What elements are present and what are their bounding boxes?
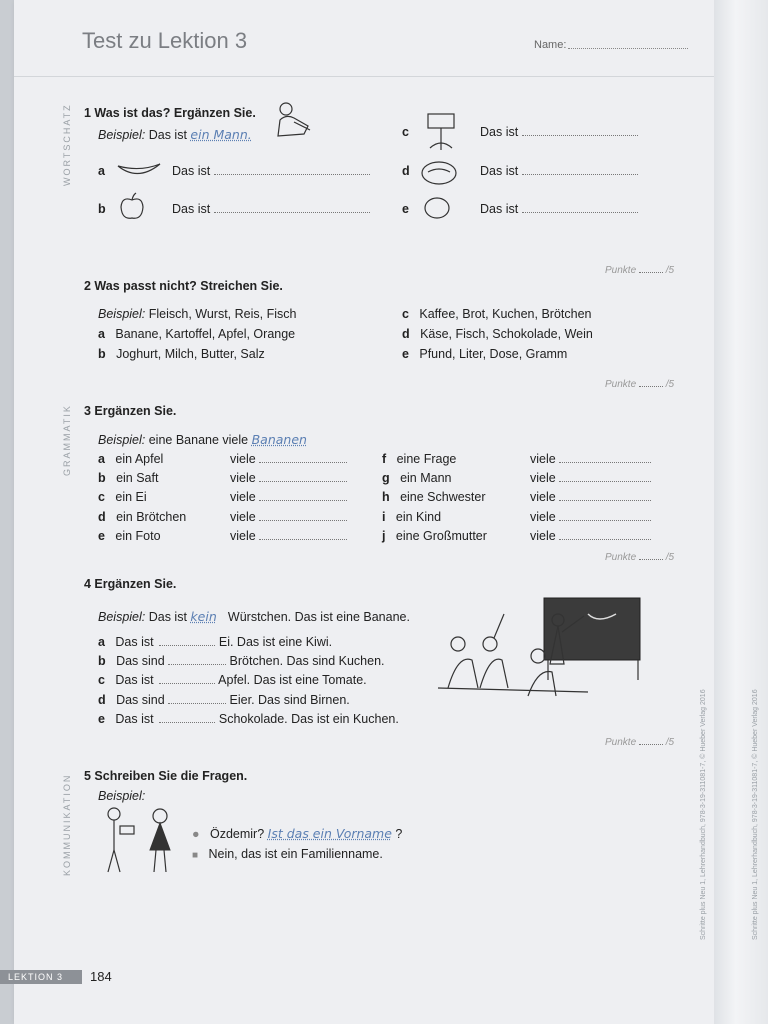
question-post: ?	[395, 827, 403, 841]
item-prompt: Das ist	[480, 125, 519, 139]
viele-answer	[530, 471, 651, 485]
question-pre: Özdemir?	[209, 827, 265, 841]
classroom-illustration	[438, 584, 646, 702]
viele-answer	[530, 490, 651, 504]
side-label-kommunikation: KOMMUNIKATION	[62, 773, 72, 876]
man-icon	[270, 100, 314, 138]
banana-icon	[116, 160, 162, 180]
example-post: Würstchen. Das ist eine Banane.	[227, 610, 410, 624]
answer-blank[interactable]	[214, 202, 370, 213]
item-letter: g	[382, 471, 390, 485]
example-text: Das ist	[148, 128, 187, 142]
example-label: Beispiel:	[98, 307, 146, 321]
item-prompt: Das ist	[480, 164, 519, 178]
list-item	[98, 510, 186, 524]
item-letter: c	[98, 673, 105, 687]
page-title: Test zu Lektion 3	[82, 28, 248, 53]
example-pre: Das ist	[148, 610, 187, 624]
item-text: Pfund, Liter, Dose, Gramm	[419, 347, 568, 361]
list-item	[382, 490, 486, 504]
answer-blank[interactable]	[522, 202, 638, 213]
item-prompt: Das ist	[480, 202, 519, 216]
item-pre: Das ist	[115, 712, 154, 726]
exercise-2-title: 2 Was passt nicht? Streichen Sie.	[84, 279, 283, 293]
list-item	[98, 673, 367, 687]
item-post: Schokolade. Das ist ein Kuchen.	[218, 712, 399, 726]
example-text: Fleisch, Wurst, Reis, Fisch	[148, 307, 297, 321]
list-item	[98, 693, 350, 707]
item-letter: d	[98, 510, 106, 524]
item-text: Joghurt, Milch, Butter, Salz	[116, 347, 265, 361]
item-text: Kaffee, Brot, Kuchen, Brötchen	[419, 307, 592, 321]
item-letter: d	[402, 327, 410, 341]
viele-label: viele	[530, 510, 556, 524]
points-label: Punkte	[605, 265, 637, 276]
points-label: Punkte	[605, 379, 637, 390]
header-divider	[14, 76, 714, 77]
side-label-grammatik: GRAMMATIK	[62, 404, 72, 476]
item-letter: b	[98, 471, 106, 485]
side-label-wortschatz: WORTSCHATZ	[62, 103, 72, 186]
exercise-1-title: 1 Was ist das? Ergänzen Sie.	[84, 106, 256, 120]
answer-blank[interactable]	[559, 490, 651, 501]
item-letter: j	[382, 529, 386, 543]
exercise-3-title: 3 Ergänzen Sie.	[84, 404, 177, 418]
points-max: /5	[665, 737, 675, 748]
example-label: Beispiel:	[98, 789, 146, 803]
item-letter: f	[382, 452, 387, 466]
answer-blank[interactable]	[559, 529, 651, 540]
item-pre: Das ist	[115, 635, 154, 649]
answer-blank[interactable]	[259, 510, 347, 521]
apple-icon	[118, 192, 146, 222]
item-text: ein Brötchen	[116, 510, 187, 524]
answer-blank[interactable]	[559, 510, 651, 521]
item-prompt: Das ist	[172, 164, 211, 178]
two-people-illustration	[100, 806, 186, 876]
list-item	[98, 635, 332, 649]
points-max: /5	[665, 379, 675, 390]
item-letter: e	[402, 347, 409, 361]
answer-blank[interactable]	[522, 164, 638, 175]
bread-icon	[420, 160, 458, 186]
list-item	[98, 471, 158, 485]
viele-answer	[230, 529, 347, 543]
item-pre: Das ist	[115, 673, 154, 687]
item-letter: e	[98, 529, 105, 543]
viele-answer	[530, 510, 651, 524]
item-letter: c	[402, 125, 409, 139]
example-label: Beispiel:	[98, 128, 146, 142]
name-label: Name:	[534, 39, 567, 51]
example-text: eine Banane viele	[148, 433, 249, 447]
item-pre: Das sind	[116, 693, 165, 707]
viele-answer	[230, 452, 347, 466]
example-label: Beispiel:	[98, 433, 146, 447]
item-letter: d	[98, 693, 106, 707]
chapter-tab: LEKTION 3	[0, 970, 82, 984]
copyright-note: Schritte plus Neu 1, Lehrerhandbuch, 978-3-19-311081-7, © Hueber Verlag 2016	[700, 689, 707, 940]
item-post: Eier. Das sind Birnen.	[229, 693, 350, 707]
item-pre: Das sind	[116, 654, 165, 668]
item-text: ein Ei	[115, 490, 147, 504]
answer-blank[interactable]	[259, 471, 347, 482]
viele-label: viele	[530, 452, 556, 466]
item-letter: c	[402, 307, 409, 321]
item-prompt: Das ist	[172, 202, 211, 216]
item-post: Apfel. Das ist eine Tomate.	[218, 673, 367, 687]
page-edge	[714, 0, 768, 1024]
item-letter: b	[98, 202, 106, 216]
item-letter: d	[402, 164, 410, 178]
list-item	[382, 471, 452, 485]
item-letter: h	[382, 490, 390, 504]
answer-blank[interactable]	[259, 529, 347, 540]
answer-blank[interactable]	[259, 490, 347, 501]
viele-label: viele	[230, 490, 256, 504]
question-answer: Ist das ein Vorname	[267, 826, 392, 841]
item-letter: a	[98, 164, 105, 178]
bakery-sign-icon	[424, 108, 458, 152]
example-label: Beispiel:	[98, 610, 146, 624]
item-text: Käse, Fisch, Schokolade, Wein	[420, 327, 593, 341]
item-post: Brötchen. Das sind Kuchen.	[229, 654, 385, 668]
answer-text: Nein, das ist ein Familienname.	[208, 847, 383, 861]
viele-label: viele	[230, 510, 256, 524]
example-answer: ein Mann.	[190, 127, 252, 142]
example-answer: Bananen	[251, 432, 307, 447]
item-text: ein Saft	[116, 471, 159, 485]
item-letter: a	[98, 452, 105, 466]
answer-blank[interactable]	[559, 452, 651, 463]
exercise-5-title: 5 Schreiben Sie die Fragen.	[84, 769, 248, 783]
answer-blank[interactable]	[159, 635, 215, 646]
viele-label: viele	[230, 529, 256, 543]
viele-answer	[530, 452, 651, 466]
list-item	[98, 490, 147, 504]
item-letter: a	[98, 327, 105, 341]
list-item	[382, 452, 456, 466]
points-max: /5	[665, 265, 675, 276]
viele-answer	[530, 529, 651, 543]
bullet-square-icon: ■	[192, 850, 199, 861]
page-number: 184	[90, 969, 112, 984]
item-letter: b	[98, 347, 106, 361]
item-letter: a	[98, 635, 105, 649]
name-field[interactable]	[568, 48, 688, 49]
viele-label: viele	[230, 471, 256, 485]
points-label: Punkte	[605, 737, 637, 748]
answer-blank[interactable]	[214, 164, 370, 175]
answer-blank[interactable]	[159, 712, 215, 723]
item-text: eine Großmutter	[395, 529, 487, 543]
item-text: ein Kind	[395, 510, 442, 524]
viele-label: viele	[230, 452, 256, 466]
list-item	[382, 510, 441, 524]
item-letter: i	[382, 510, 386, 524]
item-text: eine Frage	[396, 452, 457, 466]
item-text: eine Schwester	[400, 490, 486, 504]
viele-label: viele	[530, 471, 556, 485]
item-post: Ei. Das ist eine Kiwi.	[218, 635, 333, 649]
list-item	[98, 452, 163, 466]
answer-blank[interactable]	[559, 471, 651, 482]
list-item	[98, 712, 399, 726]
list-item	[382, 529, 487, 543]
egg-icon	[424, 197, 452, 221]
item-letter: e	[402, 202, 409, 216]
list-item	[98, 654, 385, 668]
item-letter: e	[98, 712, 105, 726]
example-answer: kein	[190, 609, 217, 624]
answer-blank[interactable]	[168, 654, 226, 665]
list-item	[98, 529, 161, 543]
viele-answer	[230, 510, 347, 524]
item-letter: c	[98, 490, 105, 504]
bullet-circle-icon: ●	[192, 827, 200, 841]
item-text: Banane, Kartoffel, Apfel, Orange	[115, 327, 296, 341]
viele-answer	[230, 490, 347, 504]
answer-blank[interactable]	[168, 693, 226, 704]
answer-blank[interactable]	[159, 673, 215, 684]
item-text: ein Foto	[115, 529, 161, 543]
item-letter: b	[98, 654, 106, 668]
answer-blank[interactable]	[522, 125, 638, 136]
viele-label: viele	[530, 490, 556, 504]
exercise-4-title: 4 Ergänzen Sie.	[84, 577, 177, 591]
copyright-note-mirror: Schritte plus Neu 1, Lehrerhandbuch, 978-3-19-311081-7, © Hueber Verlag 2016	[752, 689, 759, 940]
item-text: ein Apfel	[115, 452, 164, 466]
answer-blank[interactable]	[259, 452, 347, 463]
viele-label: viele	[530, 529, 556, 543]
item-text: ein Mann	[400, 471, 452, 485]
viele-answer	[230, 471, 347, 485]
points-label: Punkte	[605, 552, 637, 563]
points-max: /5	[665, 552, 675, 563]
